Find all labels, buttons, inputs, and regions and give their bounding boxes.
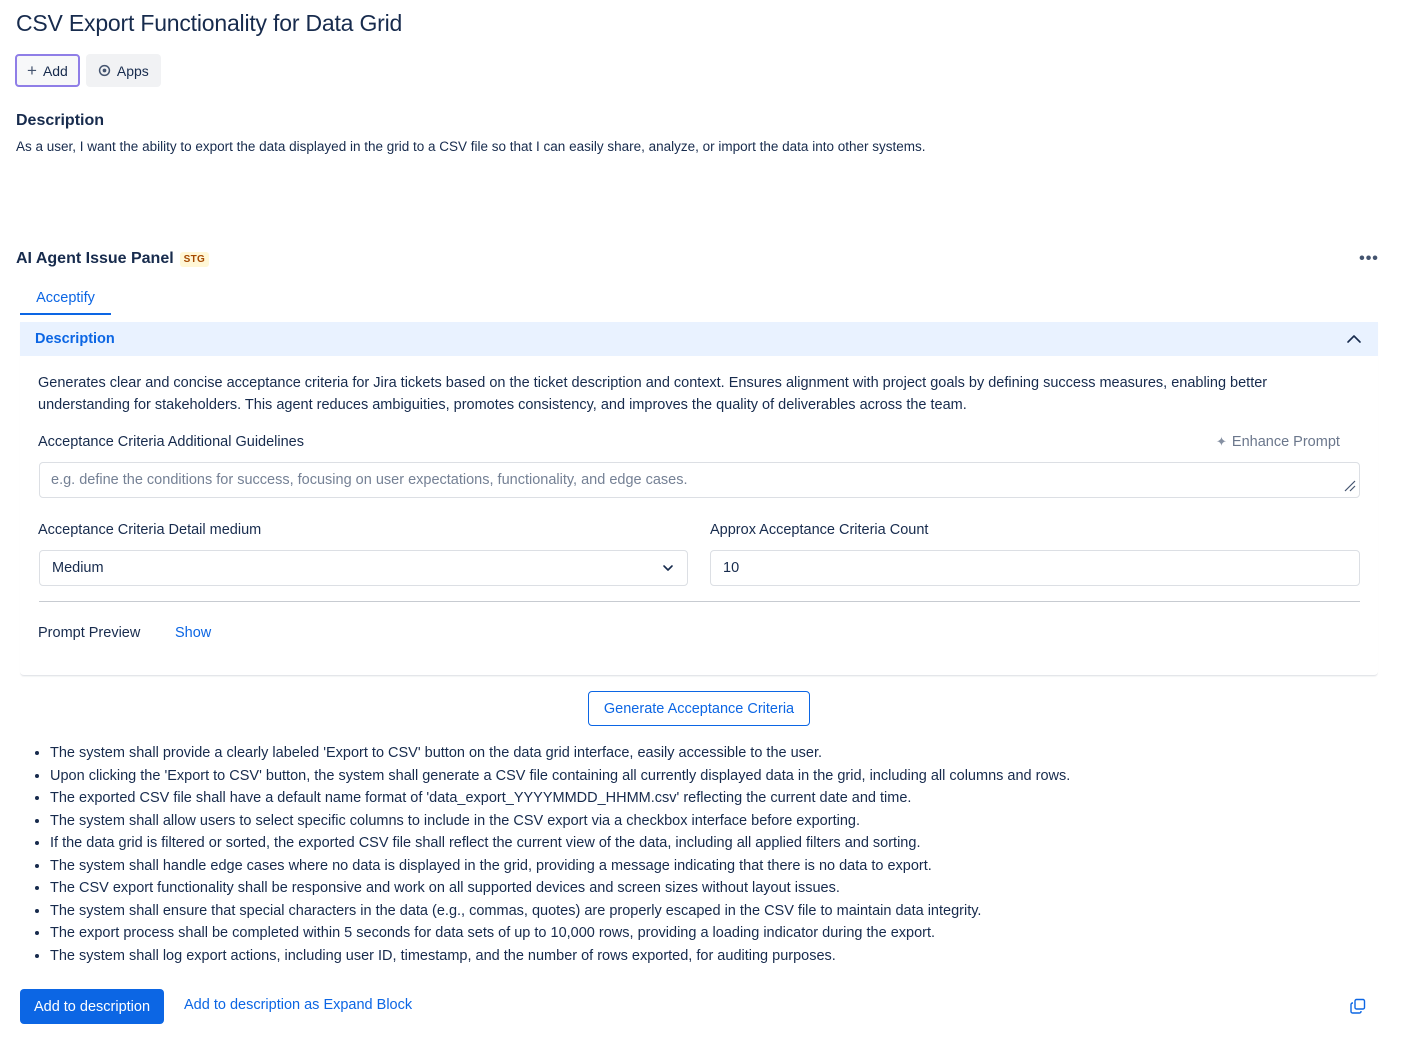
generate-criteria-button[interactable]: Generate Acceptance Criteria <box>588 691 810 726</box>
detail-level-label: Acceptance Criteria Detail medium <box>38 522 262 538</box>
sparkle-icon: ✦ <box>1216 434 1227 449</box>
issue-toolbar <box>15 54 161 87</box>
add-as-expand-block-button[interactable]: Add to description as Expand Block <box>184 997 413 1013</box>
chevron-up-icon <box>1345 330 1363 348</box>
guidelines-input[interactable] <box>39 462 1360 498</box>
add-to-description-button[interactable]: Add to description <box>20 989 164 1024</box>
criteria-count-input[interactable] <box>710 550 1360 586</box>
detail-level-value: Medium <box>52 560 104 576</box>
list-item: • The system shall provide a clearly labeled 'Export to CSV' button on the data grid interface, easily accessible to the user. <box>50 742 1356 765</box>
chevron-down-icon <box>661 561 675 575</box>
section-header-label: Description <box>35 331 115 347</box>
list-item: • The CSV export functionality shall be responsive and work on all supported devices and screen sizes without layout issues. <box>50 877 1356 900</box>
description-heading: Description <box>16 112 105 129</box>
list-item: • The system shall ensure that special characters in the data (e.g., commas, quotes) are properly escaped in the CSV file to maintain data integrity. <box>50 900 1356 923</box>
apps-icon <box>98 64 111 77</box>
more-options-button[interactable] <box>1357 248 1381 270</box>
apps-button-label: Apps <box>116 62 149 79</box>
tab-label: Acceptify <box>36 289 95 306</box>
list-item: • If the data grid is filtered or sorted, the exported CSV file shall reflect the current view of the data, including all applied filters and sorting. <box>50 832 1356 855</box>
add-button-label: Add <box>42 62 68 79</box>
enhance-prompt-button[interactable] <box>1216 434 1340 450</box>
list-item: • The export process shall be completed within 5 seconds for data sets of up to 10,000 rows, providing a loading indicator during the export. <box>50 922 1356 945</box>
prompt-preview-toggle[interactable]: Show <box>175 625 212 641</box>
issue-title[interactable]: CSV Export Functionality for Data Grid <box>16 10 403 36</box>
env-badge: STG <box>180 252 209 267</box>
guidelines-label: Acceptance Criteria Additional Guidelines <box>38 434 304 450</box>
list-item: • The exported CSV file shall have a default name format of 'data_export_YYYYMMDD_HHMM.csv' reflecting the current date and time. <box>50 787 1356 810</box>
plus-icon: + <box>27 61 37 80</box>
panel-title <box>16 250 209 268</box>
agent-description: Generates clear and concise acceptance criteria for Jira tickets based on the ticket description and context. Ensures alignment with project goals by defining success measures, enabling better understanding for stakeholders. This agent reduces ambiguities, promotes consistency, and improves the quality of deliverables across the team. <box>38 375 1268 413</box>
description-text[interactable]: As a user, I want the ability to export the data displayed in the grid to a CSV file so that I can easily share, analyze, or import the data into other systems. <box>16 139 926 154</box>
section-divider <box>39 601 1360 602</box>
copy-icon[interactable] <box>1349 997 1367 1015</box>
section-header[interactable] <box>20 322 1378 356</box>
agent-section-card <box>20 322 1378 676</box>
acceptance-criteria-list <box>16 742 1356 967</box>
prompt-preview-label: Prompt Preview <box>38 625 141 641</box>
criteria-count-label: Approx Acceptance Criteria Count <box>710 522 929 538</box>
apps-button[interactable] <box>86 54 161 87</box>
list-item: • The system shall log export actions, including user ID, timestamp, and the number of rows exported, for auditing purposes. <box>50 945 1356 968</box>
add-button[interactable] <box>15 54 80 87</box>
list-item: • The system shall handle edge cases where no data is displayed in the grid, providing a message indicating that there is no data to export. <box>50 855 1356 878</box>
list-item: • The system shall allow users to select specific columns to include in the CSV export via a checkbox interface before exporting. <box>50 810 1356 833</box>
enhance-prompt-label: Enhance Prompt <box>1231 434 1340 450</box>
detail-level-select[interactable] <box>39 550 688 586</box>
tab-acceptify[interactable] <box>20 282 111 315</box>
panel-title-text: AI Agent Issue Panel <box>16 250 174 267</box>
more-horizontal-icon: ••• <box>1359 250 1379 267</box>
list-item: • Upon clicking the 'Export to CSV' button, the system shall generate a CSV file containing all currently displayed data in the grid, including all columns and rows. <box>50 765 1356 788</box>
